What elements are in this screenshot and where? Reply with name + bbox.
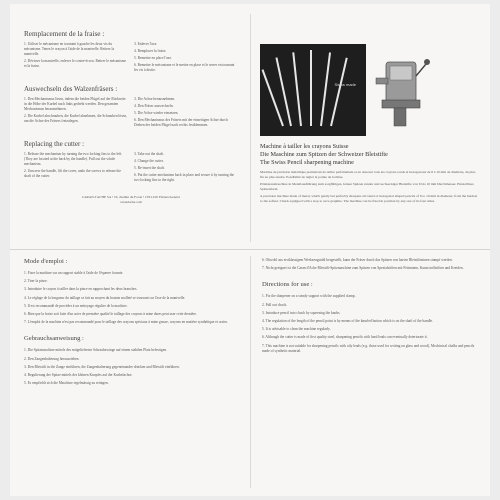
usage-title-fr: Mode d'emploi : [24,258,68,265]
usage-de-en [262,258,478,490]
usage-step: 6. Bien que la fraise soit faite d'un acier de première qualité le taillage des crayons à mine dures peut user cette dernière. [24,312,197,317]
usage-step: 1. Fixer la machine sur un support stable à l'aide de l'équerre fournie. [24,271,124,275]
usage-step: 1. Fix the sharpener on a steady support with the supplied clamp. [262,294,356,299]
de-step: 2. Die Kurbel abschrauben, die Kurbel abnehmen, die Schrauben lösen, um die Achse des Fräsers freizulegen. [24,114,127,123]
usage-step: 6. Obwohl aus erstklassigem Werkzeugstahl hergestellt, kann der Fräser durch das Spitzen von harten Bleistiftminen stumpf werden. [262,258,453,262]
company-website: carandache.com [120,200,142,204]
usage-step: 2. Tirer la pince. [24,279,48,284]
usage-title-de: Gebrauchsanweisung : [24,335,84,343]
usage-step: 4. Le réglage de la longueur du taillage se fait au moyen du bouton molleté se trouvant sur l'axe de la manivelle. [24,295,186,300]
fr-step: 4. Remplacer la fraise. [134,49,167,53]
de-step: 5. Die Achse wieder einsetzen. [134,111,179,115]
usage-step: 3. Introduce pencil into chuck by squeezing the knobs. [262,310,341,315]
cutter-replacement-section [24,30,238,250]
de-steps [24,97,238,130]
de-step: 1. Den Mechanismus lösen, indem die beiden Flügel auf der Rückseite in die Höhe der Kurbel nach links gedreht werden. Den gesamten Mechanismus herausnehmen. [24,97,126,111]
instruction-sheet [10,4,490,496]
usage-de-steps [24,348,238,386]
usage-step: 6. Although the cutter is made of first quality steel, sharpening pencils with hard leads can eventually deteriorate it. [262,335,428,340]
usage-step: 2. Pull out chuck. [262,302,288,307]
fr-step: 2. Dévisser la manivelle, enlever le contre-écrou. Retirer le mécanisme et la fraise. [24,59,126,68]
de-step: 6. Den Mechanismus des Fräsers mit der einseitigen Achse durch Drehen der beiden Flügel nach rechts festklemmen. [134,118,228,127]
bottom-panel [10,250,490,496]
pencil-graphic [320,52,331,126]
top-panel [10,4,490,250]
usage-step: 7. This machine is not suitable for sharpening pencils with oily leads (e.g. those used for writing on glass and wood), Mechinical chalks and pencils made of synthetic material. [262,343,475,353]
de-step: 4. Den Fräser auswechseln. [134,104,174,108]
usage-step: 5. Es empfiehlt sich die Maschine regelmässig zu reinigen. [24,381,109,386]
usage-step: 4. The regulation of the length of the pencil point is by means of the knurled button which is on the shaft of the handle. [262,319,433,324]
en-step: 5. Re-insert the shaft. [134,166,165,170]
product-title-de: Die Maschine zum Spitzen der Schweizer Bleistifte [260,151,388,158]
usage-step: 3. Introduire le crayon à tailler dans la pince en rapprochant les deux branches. [24,287,138,292]
usage-step: 7. L'emploi de la machine n'est pas recommandé pour le taillage des crayons spéciaux à mine grasse, crayons en matière synthétique et craies. [24,320,228,325]
en-step: 6. Put the cutter mechanism back in place and secure it by turning the two locking fins to the right. [134,173,234,182]
en-steps [24,152,238,185]
en-step: 1. Release the mechanism by turning the two locking fins to the left. (They are located at the back by the handle). Pull out the whole mechanism. [24,152,123,166]
title-fr: Remplacement de la fraise : [24,30,105,38]
product-description [260,143,480,204]
usage-de-steps-cont [262,258,478,271]
description-en: A precision machine made of metal, which gently but perfectly sharpens all round or hexagonal shaped pencils of 6 to 10 mm in diameter, from the hardest to the softest. Chuck equipped with a stop to save graphite. The machine can be fixed in position by any one of its four sides. [260,194,478,203]
usage-step: 7. Nicht geeignet ist die Caran d'Ache Bleistift-Spitzmaschine zum Spitzen von Spezialstiften mit Fettminen, Kunststoffstiften und Kreiden. [262,266,464,271]
product-photo [260,44,366,136]
fr-steps [24,42,238,75]
description-fr: Machine de précision métallique permettant de tailler parfaitement et en douceur tous les crayons ronds et hexagonaux de 6 à 10 mm de diamètre, du plus fin au plus tendre. Possibilité de régler la pointe de la mine. [260,170,476,179]
usage-step: 2. Den Zangenhalterung herausziehen. [24,356,80,361]
fr-step: 3. Enlever l'axe. [134,42,158,46]
company-address: CARAN d'ACHE SA • 19, chemin du Foron • CH-1226 Thônex/Genève [81,195,181,199]
usage-fr-de [24,258,238,490]
usage-step: 1. Die Spitzmaschine mittels des mitgelieferten Schraubzwinge auf einem stabilen Platz befestigen. [24,348,168,353]
usage-title-en: Directions for use : [262,281,313,289]
pencil-graphic [292,52,302,126]
title-en: Replacing the cutter : [24,140,85,148]
fr-step: 6. Remettre le mécanisme et le mettre en place et le serrer en tournant les vis à droite. [134,63,235,72]
usage-fr-steps [24,271,238,325]
en-step: 4. Change the cutter. [134,159,164,163]
usage-step: 5. Il est recommandé de procéder à un nettoyage régulier de la machine. [24,303,128,308]
fr-step: 5. Remettre en place l'axe. [134,56,172,60]
pencil-graphic [310,50,312,126]
company-footer [24,195,238,205]
photo-caption: Swiss made [334,82,356,87]
usage-step: 4. Regulierung der Spitze mittels des kleinen Knopfes auf der Kurbelachse. [24,373,133,378]
product-title-en: The Swiss Pencil sharpening machine [260,159,354,166]
usage-en-steps [262,294,478,354]
pencil-graphic [330,58,348,127]
en-step: 2. Unscrew the handle, lift the cover, undo the screws to release the shaft of the cutter. [24,169,121,178]
description-de: Präzisionsmaschine in Metallausführung zum sorgfältigen, feinen Spitzen runder und sechseckiger Bleistifte von 6 bis 10 mm Durchmesser. Einstellbare Spitzenform. [260,182,474,191]
de-step: 3. Die Achse herausnehmen. [134,97,176,101]
usage-step: 5. It is advisable to clean the machine regularly. [262,327,331,332]
usage-step: 3. Den Bleistift in die Zange einführen, die Zangenhalterung gegeneinander drücken und Bleistift einführen. [24,364,180,369]
title-de: Auswechseln des Walzenfräsers : [24,85,118,93]
product-title-fr: Machine à tailler les crayons Suisse [260,143,349,150]
fr-step: 1. Utiliser le mécanisme en tournant à gauche les deux vis du mécanisme. Tenez le crayon à l'aide de la manivelle. Retirez la manivelle. [24,42,115,56]
sharpener-illustration [372,34,432,134]
en-step: 3. Take out the shaft. [134,152,165,156]
